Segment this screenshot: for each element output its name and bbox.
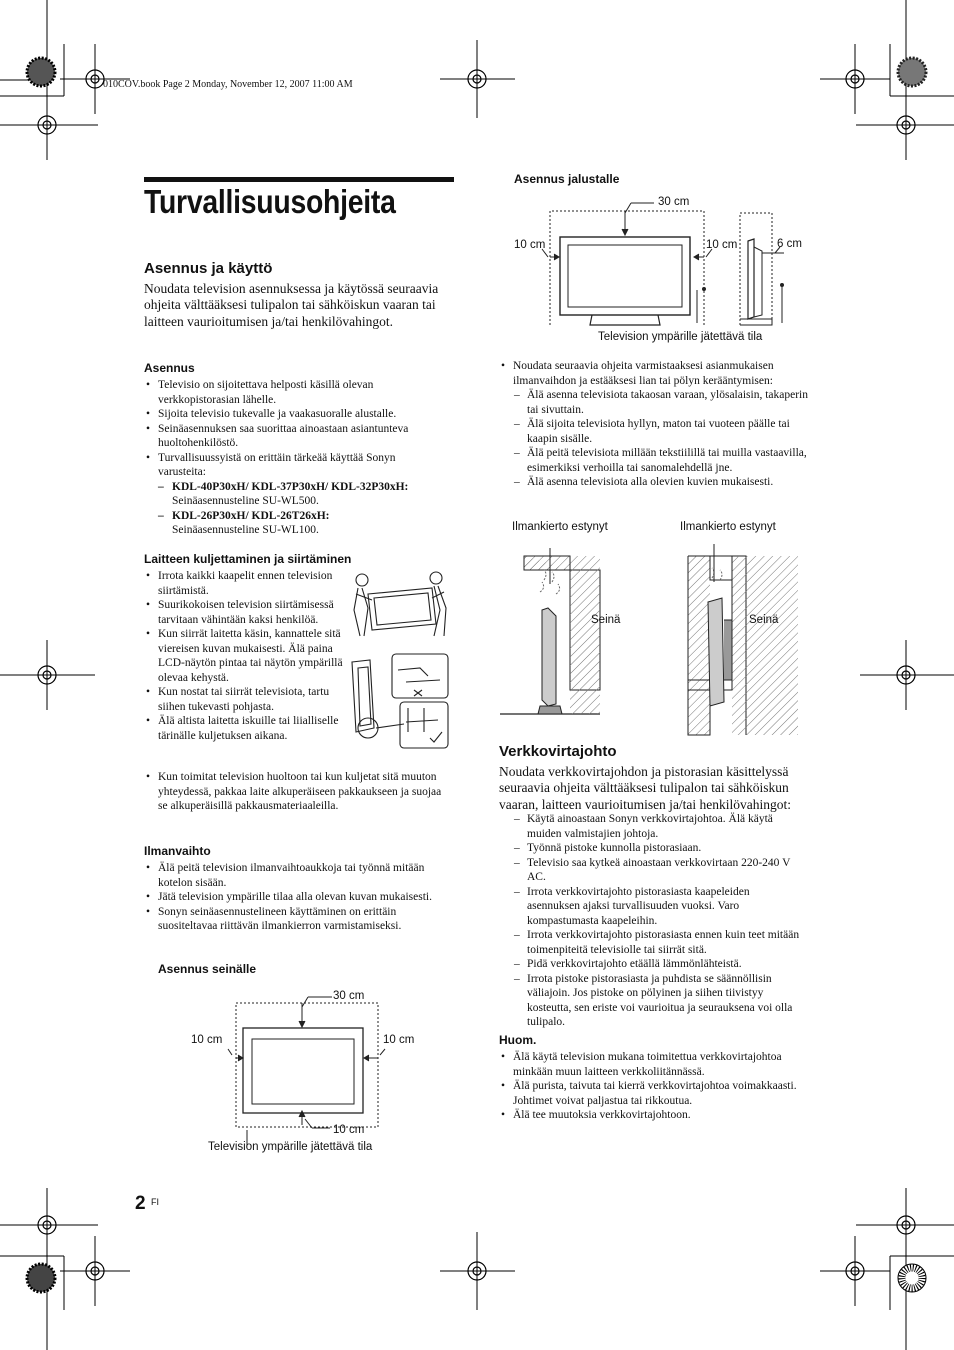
wall-diagram-caption: Television ympärille jätettävä tila <box>208 1141 373 1153</box>
list-item: • Kun toimitat television huoltoon tai kun kuljetat sitä muuton yhteydessä, pakkaa laite alkuperäiseen pakkaukseen ja suojaa se alkuperäisillä pakkausmateriaaleilla. <box>144 770 444 814</box>
blocked-label-left: Ilmankierto estynyt <box>512 521 608 533</box>
model-name: KDL-26P30xH/ KDL-26T26xH: <box>172 509 330 522</box>
list-item: • Älä purista, taivuta tai kierrä verkkovirtajohtoa voimakkaasti. Johtimet voivat paljastua tai rikkoutua. <box>499 1079 804 1108</box>
list-item: • Älä tee muutoksia verkkovirtajohtoon. <box>499 1108 804 1123</box>
ilmanvaihto-list <box>144 861 456 934</box>
subheading-kuljetus: Laitteen kuljettaminen ja siirtäminen <box>144 552 352 566</box>
list-item: • Sijoita televisio tukevalle ja vaakasuoralle alustalle. <box>144 407 434 422</box>
list-item <box>499 359 811 490</box>
list-item: • Suurikokoisen television siirtämisessä tarvitaan vähintään kaksi henkilöä. <box>144 598 344 627</box>
model-line: – KDL-26P30xH/ KDL-26T26xH: <box>158 509 330 522</box>
list-item: – Käytä ainoastaan Sonyn verkkovirtajohtoa. Älä käytä muiden valmistajien johtoja. <box>513 812 805 841</box>
list-item: – Älä asenna televisiota alla olevien kuvien mukaisesti. <box>513 475 811 490</box>
note-list <box>499 1050 804 1123</box>
kuljetus-last <box>144 770 444 814</box>
list-item: • Televisio on sijoitettava helposti käsillä olevan verkkopistorasian lähelle. <box>144 378 434 407</box>
subheading-asennus: Asennus <box>144 361 195 375</box>
model-name: KDL-40P30xH/ KDL-37P30xH/ KDL-32P30xH: <box>172 480 409 493</box>
section-intro: Noudata television asennuksessa ja käytössä seuraavia ohjeita välttääksesi tulipalon tai sähköiskun vaaran tai laitteen vaurioitumisen ja/tai henkilövahingot. <box>144 281 439 329</box>
print-header: 010COV.book Page 2 Monday, November 12, 2007 11:00 AM <box>103 79 353 90</box>
list-item: • Älä käytä television mukana toimitettua verkkovirtajohtoa minkään muun laitteen verkkoliitännässä. <box>499 1050 804 1079</box>
list-item: – Älä peitä televisiota millään tekstiilillä tai muilla vastaavilla, esimerkiksi verhoilla tai sanomalehdellä jne. <box>513 446 811 475</box>
list-item: – Pidä verkkovirtajohto etäällä lämmönlähteistä. <box>513 957 805 972</box>
wall-label-right: Seinä <box>749 614 779 626</box>
list-item: • Seinäasennuksen saa suorittaa ainoastaan asiantunteva huoltohenkilöstö. <box>144 422 434 451</box>
page-number: 2 <box>135 1193 146 1214</box>
model-line: – KDL-40P30xH/ KDL-37P30xH/ KDL-32P30xH: <box>158 480 409 493</box>
list-item: – Irrota verkkovirtajohto pistorasiasta ennen kuin teet mitään toimenpiteitä televisiolle tai siirrät sitä. <box>513 928 805 957</box>
list-item: • Irrota kaikki kaapelit ennen television siirtämistä. <box>144 569 344 598</box>
wall-bottom-clearance: 10 cm <box>333 1124 365 1136</box>
wall-mount-clearance-diagram <box>180 985 420 1145</box>
list-item: – Irrota verkkovirtajohto pistorasiasta kaapeleiden asennuksen ajaksi turvallisuuden vuoksi. Varo kompastumasta kaapeleihin. <box>513 885 805 929</box>
section-heading-asennus-kaytto: Asennus ja käyttö <box>144 260 273 277</box>
list-item: • Älä altista laitetta iskuille tai liialliselle tärinälle kuljetuksen aikana. <box>144 714 344 743</box>
stand-top-clearance: 30 cm <box>658 196 690 208</box>
subheading-asennus-jalustalle: Asennus jalustalle <box>514 172 620 186</box>
stand-side-clearance: 6 cm <box>777 238 802 250</box>
stand-right-clearance: 10 cm <box>706 239 738 251</box>
section-heading-verkkovirtajohto: Verkkovirtajohto <box>499 743 617 760</box>
wall-top-clearance: 30 cm <box>333 990 365 1002</box>
blocked-airflow-diagram <box>500 540 805 735</box>
hold-tv-illustration <box>346 652 454 750</box>
stand-clearance-diagram <box>510 195 810 335</box>
carry-tv-illustration <box>348 570 454 640</box>
title-rule <box>144 177 454 182</box>
list-item: • Kun siirrät laitetta käsin, kannattele sitä viereisen kuvan mukaisesti. Älä paina LCD-näytön pintaa tai näytön ympärillä olevaa kehystä. <box>144 627 344 685</box>
asennus-list <box>144 378 434 538</box>
section2-intro: Noudata verkkovirtajohdon ja pistorasian käsittelyssä seuraavia ohjeita välttääksesi tulipalon tai sähköiskun vaaran, laitteen vaurioitumisen ja/tai henkilövahingot: <box>499 764 792 812</box>
list-item: • Kun nostat tai siirrät televisiota, tartu siihen tukevasti pohjasta. <box>144 685 344 714</box>
list-item: – Työnnä pistoke kunnolla pistorasiaan. <box>513 841 805 856</box>
kuljetus-list <box>144 569 344 743</box>
list-item: • Jätä television ympärille tilaa alla olevan kuvan mukaisesti. <box>144 890 456 905</box>
page-language: FI <box>151 1197 159 1207</box>
model-stand: Seinäasennusteline SU-WL500. <box>172 495 319 507</box>
blocked-label-right: Ilmankierto estynyt <box>680 521 776 533</box>
page-title: Turvallisuusohjeita <box>144 183 396 220</box>
stand-left-clearance: 10 cm <box>514 239 546 251</box>
ventilation-note <box>499 359 811 490</box>
list-item: • Sonyn seinäasennustelineen käyttäminen on erittäin suositeltavaa riittävän ilmankierron varmistamiseksi. <box>144 905 456 934</box>
power-cord-list <box>513 812 805 1030</box>
list-item: – Älä sijoita televisiota hyllyn, maton tai vuoteen päälle tai kaapin sisälle. <box>513 417 811 446</box>
list-item: • Älä peitä television ilmanvaihtoaukkoja tai työnnä mitään kotelon sisään. <box>144 861 456 890</box>
list-item: • Turvallisuussyistä on erittäin tärkeää käyttää Sonyn varusteita: <box>144 451 434 480</box>
list-item: – Irrota pistoke pistorasiasta ja puhdista se säännöllisin väliajoin. Jos pistoke on pölyinen ja siihen tiivistyy kosteutta, sen eriste voi vaurioitua ja seurauksena voi olla tulipalo. <box>513 972 805 1030</box>
wall-right-clearance: 10 cm <box>383 1034 415 1046</box>
wall-label-left: Seinä <box>591 614 621 626</box>
subheading-asennus-seinalle: Asennus seinälle <box>158 962 257 976</box>
subheading-ilmanvaihto: Ilmanvaihto <box>144 844 211 858</box>
wall-left-clearance: 10 cm <box>191 1034 223 1046</box>
ventilation-lead: Noudata seuraavia ohjeita varmistaaksesi asianmukaisen ilmanvaihdon ja estääksesi lian tai pölyn kerääntymisen: <box>513 360 774 387</box>
stand-diagram-caption: Television ympärille jätettävä tila <box>598 331 763 343</box>
list-item: – Älä asenna televisiota takaosan varaan, ylösalaisin, takaperin tai sivuttain. <box>513 388 811 417</box>
list-item: – Televisio saa kytkeä ainoastaan verkkovirtaan 220-240 V AC. <box>513 856 805 885</box>
model-stand: Seinäasennusteline SU-WL100. <box>172 524 319 536</box>
note-heading: Huom. <box>499 1033 537 1047</box>
